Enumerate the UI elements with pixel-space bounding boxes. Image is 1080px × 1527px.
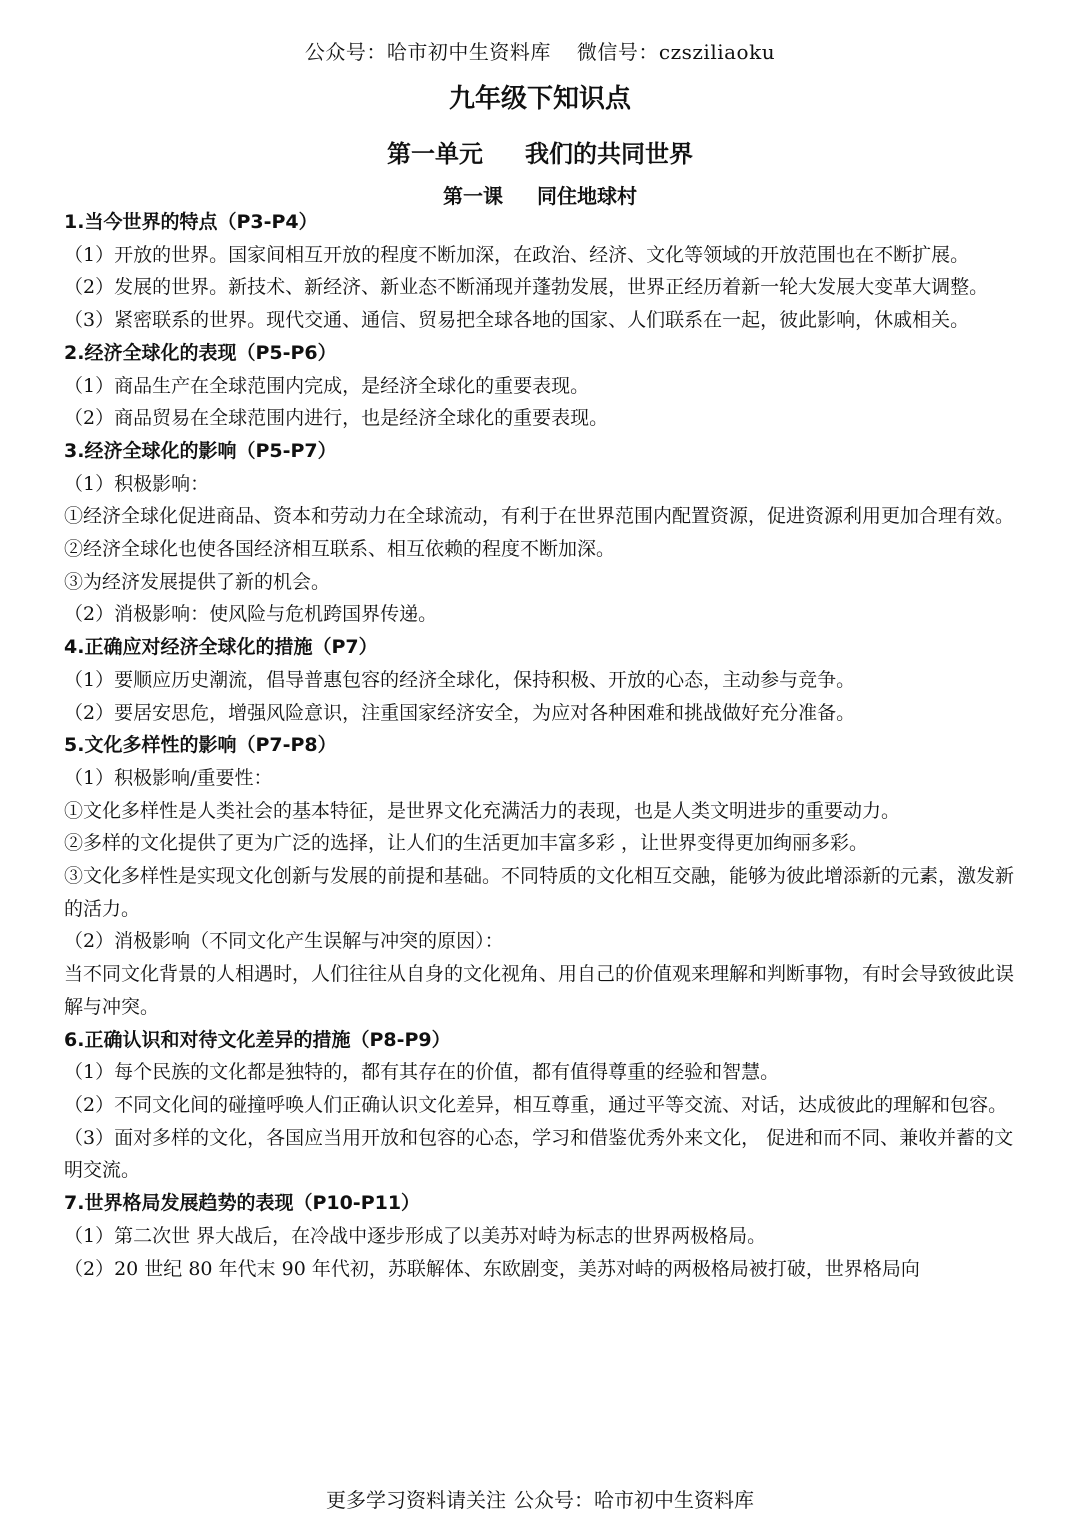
paragraph: （1）商品生产在全球范围内完成，是经济全球化的重要表现。 bbox=[64, 374, 590, 397]
paragraph: （2）不同文化间的碰撞呼唤人们正确认识文化差异，相互尊重，通过平等交流、对话，达成彼此的理解和包容。 bbox=[64, 1093, 1008, 1116]
document-title: 九年级下知识点 bbox=[448, 84, 631, 114]
section-heading: 5.文化多样性的影响（P7-P8） bbox=[64, 734, 337, 757]
unit-name: 我们的共同世界 bbox=[525, 140, 693, 168]
paragraph: （3）紧密联系的世界。现代交通、通信、贸易把全球各地的国家、人们联系在一起，彼此影响，休戚相关。 bbox=[64, 309, 970, 332]
lesson-title bbox=[0, 180, 1080, 209]
paragraph: ②经济全球化也使各国经济相互联系、相互依赖的程度不断加深。 bbox=[64, 538, 616, 561]
paragraph: （1）积极影响/重要性： bbox=[64, 766, 273, 789]
lesson-number: 第一课 bbox=[443, 184, 503, 208]
section-heading: 6.正确认识和对待文化差异的措施（P8-P9） bbox=[64, 1028, 451, 1051]
paragraph: （1）第二次世 界大战后，在冷战中逐步形成了以美苏对峙为标志的世界两极格局。 bbox=[64, 1224, 767, 1247]
header-wechat: 微信号：czsziliaoku bbox=[576, 40, 776, 64]
unit-title bbox=[0, 134, 1080, 169]
document-body bbox=[64, 206, 1020, 1285]
page-footer bbox=[0, 1484, 1080, 1513]
paragraph: ①文化多样性是人类社会的基本特征，是世界文化充满活力的表现，也是人类文明进步的重要动力。 bbox=[64, 799, 901, 822]
footer-follow-text: 更多学习资料请关注 bbox=[326, 1488, 506, 1512]
paragraph: （1）每个民族的文化都是独特的，都有其存在的价值，都有值得尊重的经验和智慧。 bbox=[64, 1061, 780, 1084]
section-heading: 3.经济全球化的影响（P5-P7） bbox=[64, 439, 337, 462]
paragraph: （2）发展的世界。新技术、新经济、新业态不断涌现并蓬勃发展，世界正经历着新一轮大发展大变革大调整。 bbox=[64, 276, 989, 299]
paragraph: （2）消极影响（不同文化产生误解与冲突的原因）： bbox=[64, 930, 504, 953]
paragraph: （1）要顺应历史潮流，倡导普惠包容的经济全球化，保持积极、开放的心态，主动参与竞争。 bbox=[64, 668, 856, 691]
section-heading: 1.当今世界的特点（P3-P4） bbox=[64, 211, 318, 233]
section-heading: 4.正确应对经济全球化的措施（P7） bbox=[64, 636, 378, 659]
header-account: 公众号：哈市初中生资料库 bbox=[304, 40, 551, 64]
paragraph: ②多样的文化提供了更为广泛的选择，让人们的生活更加丰富多彩 ，让世界变得更加绚丽多彩。 bbox=[64, 832, 869, 855]
paragraph: 当不同文化背景的人相遇时，人们往往从自身的文化视角、用自己的价值观来理解和判断事物，有时会导致彼此误解与冲突。 bbox=[64, 963, 1015, 1018]
paragraph: （2）要居安思危，增强风险意识，注重国家经济安全，为应对各种困难和挑战做好充分准备。 bbox=[64, 701, 856, 724]
unit-number: 第一单元 bbox=[387, 140, 483, 168]
paragraph: （3）面对多样的文化，各国应当用开放和包容的心态，学习和借鉴优秀外来文化， 促进和而不同、兼收并蓄的文明交流。 bbox=[64, 1126, 1014, 1182]
paragraph: ①经济全球化促进商品、资本和劳动力在全球流动，有利于在世界范围内配置资源，促进资源利用更加合理有效。 bbox=[64, 505, 1015, 528]
lesson-name: 同住地球村 bbox=[537, 184, 637, 208]
paragraph: （1）开放的世界。国家间相互开放的程度不断加深，在政治、经济、文化等领域的开放范围也在不断扩展。 bbox=[64, 243, 970, 266]
paragraph: ③为经济发展提供了新的机会。 bbox=[64, 570, 331, 593]
page-header bbox=[0, 36, 1080, 65]
paragraph: （2）商品贸易在全球范围内进行，也是经济全球化的重要表现。 bbox=[64, 407, 609, 430]
paragraph: （2）20 世纪 80 年代末 90 年代初，苏联解体、东欧剧变，美苏对峙的两极格局被打破，世界格局向 bbox=[64, 1257, 920, 1280]
footer-account: 公众号：哈市初中生资料库 bbox=[514, 1488, 754, 1512]
paragraph: （2）消极影响：使风险与危机跨国界传递。 bbox=[64, 603, 438, 626]
paragraph: （1）积极影响： bbox=[64, 472, 210, 495]
section-heading: 7.世界格局发展趋势的表现（P10-P11） bbox=[64, 1192, 421, 1215]
section-heading: 2.经济全球化的表现（P5-P6） bbox=[64, 341, 337, 364]
paragraph: ③文化多样性是实现文化创新与发展的前提和基础。不同特质的文化相互交融，能够为彼此增添新的元素，激发新的活力。 bbox=[64, 865, 1015, 920]
